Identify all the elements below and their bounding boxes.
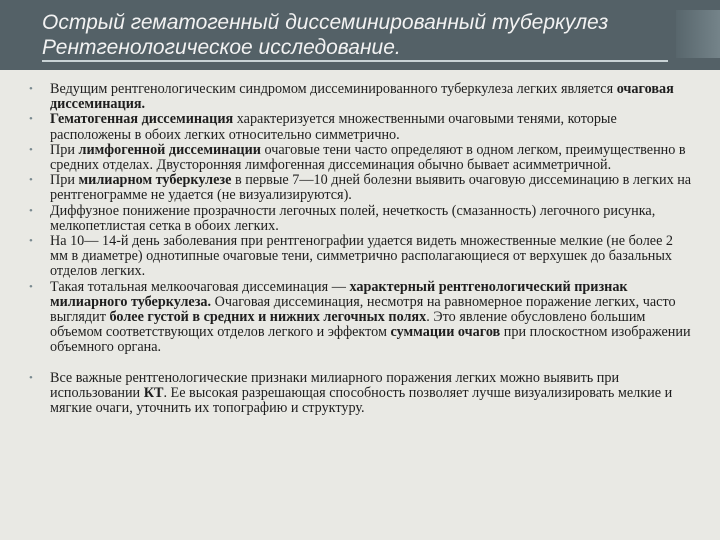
bullet-text: На 10— 14-й день заболевания при рентгенографии удается видеть множественные мелкие (не более 2 мм в диаметре) однотипные очаговые тени, симметрично располагающиеся от верхушек до базальных отделов легких.	[50, 233, 674, 280]
title-underline	[42, 60, 668, 62]
bullet-emphasis: суммации очагов	[390, 324, 501, 341]
bullet-marker-icon: •	[29, 83, 33, 95]
bullet-item-3	[26, 143, 694, 173]
bullet-text: . Это явление обусловлено большим объемом соответствующих отделов легкого и эффектом	[50, 309, 646, 341]
title-line-1: Острый гематогенный диссеминированный туберкулез	[42, 11, 609, 34]
bullet-text: в первые 7—10 дней болезни выявить очаговую диссеминацию в легких на рентгенограмме не удается (не визуализируются).	[50, 172, 692, 204]
bullet-text: при плоскостном изображении объемного органа.	[50, 324, 691, 356]
bullet-text: очаговые тени часто определяют в одном легком, преимущественно в средних отделах. Двусторонняя лимфогенная диссеминация обычно бывает асимметричной.	[50, 141, 686, 174]
title-line-2: Рентгенологическое исследование.	[42, 36, 401, 59]
slide-title	[42, 10, 672, 60]
bullet-emphasis: КТ	[143, 384, 164, 401]
bullet-item-8	[26, 371, 694, 417]
bullet-marker-icon: •	[29, 280, 33, 293]
bullet-text: характеризуется множественными очаговыми тенями, которые расположены в обоих легких относительно симметрично.	[50, 111, 617, 143]
bullet-item-5	[26, 204, 694, 234]
bullet-list	[26, 82, 694, 416]
bullet-text: Все важные рентгенологические признаки милиарного поражения легких можно выявить при использовании	[50, 369, 620, 401]
bullet-item-1	[26, 82, 694, 112]
bullet-item-7	[26, 280, 694, 356]
bullet-text: Диффузное понижение прозрачности легочных полей, нечеткость (смазанность) легочного рисунка, мелкопетлистая сетка в обоих легких.	[50, 202, 656, 234]
bullet-marker-icon: •	[29, 204, 33, 217]
bullet-marker-icon: •	[29, 235, 33, 248]
bullet-marker-icon: •	[29, 371, 33, 384]
bullet-text: При	[50, 141, 79, 158]
bullet-emphasis: характерный рентгенологический признак милиарного туберкулеза.	[50, 278, 628, 310]
bullet-marker-icon: •	[29, 113, 33, 126]
bullet-emphasis: Гематогенная диссеминация	[50, 111, 234, 128]
bullet-text: Ведущим рентгенологическим синдромом диссеминированного туберкулеза легких является	[50, 81, 617, 97]
decorative-accent	[676, 10, 720, 58]
bullet-emphasis: очаговая диссеминация.	[50, 81, 674, 113]
bullet-item-4	[26, 173, 694, 203]
bullet-emphasis: милиарном туберкулезе	[78, 172, 232, 189]
bullet-item-6	[26, 234, 694, 280]
bullet-text: При	[50, 172, 79, 189]
bullet-marker-icon: •	[29, 143, 33, 156]
bullet-text: . Ее высокая разрешающая способность позволяет лучше визуализировать мелкие и мягкие очаги, уточнить их топографию и структуру.	[50, 384, 673, 417]
bullet-item-2	[26, 112, 694, 142]
bullet-marker-icon: •	[29, 174, 33, 187]
bullet-emphasis: более густой в средних и нижних легочных полях	[109, 309, 427, 326]
bullet-text: Очаговая диссеминация, несмотря на равномерное поражение легких, часто выглядит	[50, 293, 676, 326]
bullet-text: Такая тотальная мелкоочаговая диссеминация —	[50, 278, 350, 295]
bullet-emphasis: лимфогенной диссеминации	[78, 141, 261, 158]
